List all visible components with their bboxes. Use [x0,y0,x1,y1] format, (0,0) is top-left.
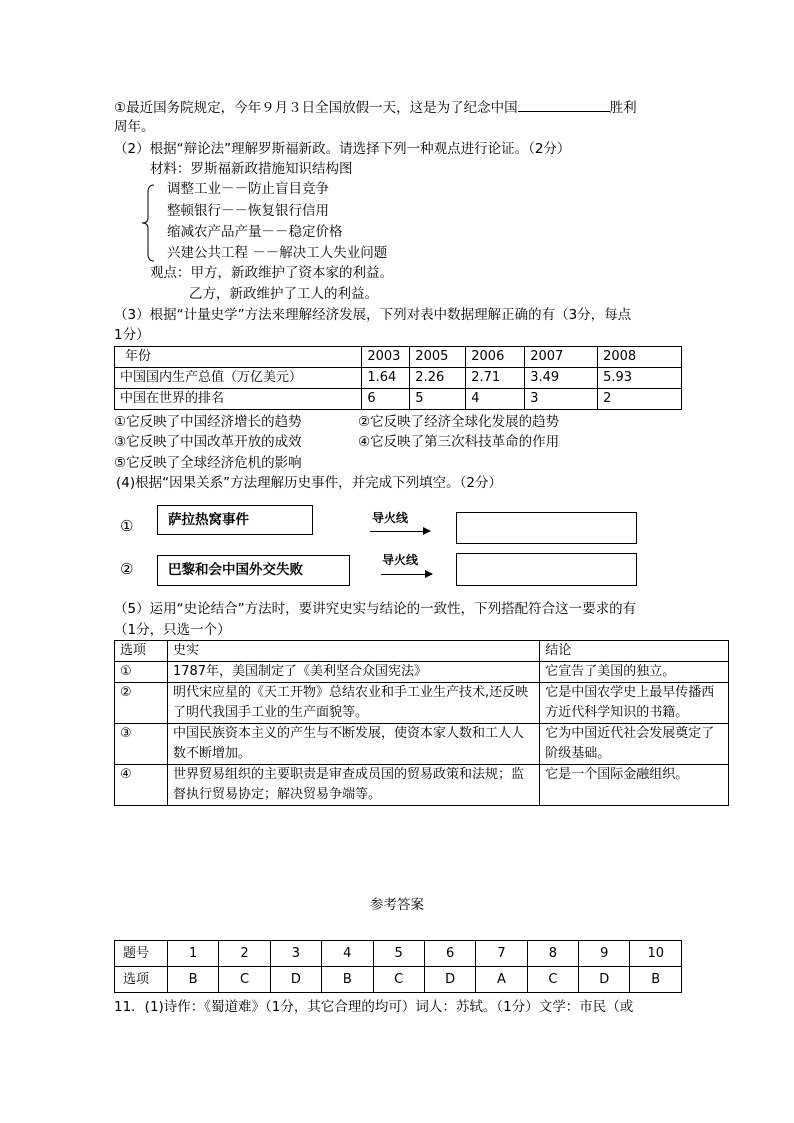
table-cell: A [476,967,527,993]
q1-line1 [114,97,637,118]
table-header: 2006 [466,347,525,368]
table-header: 结论 [540,641,729,662]
history-table [114,640,729,806]
table-cell: ② [115,683,168,724]
table-row [115,662,729,683]
view-a: 观点：甲方，新政维护了资本家的利益。 [150,265,393,281]
table-row [115,941,682,967]
table-cell: 2.26 [410,368,466,389]
measure-3: 缩减农产品产量－－稳定价格 [167,224,343,240]
arrow-icon [381,574,432,575]
table-cell: 1.64 [362,368,410,389]
answer-table [114,940,682,993]
q1-line2: 周年。 [114,119,155,135]
q1-text: ①最近国务院规定，今年９月３日全国放假一天，这是为了纪念中国 [114,100,518,116]
answer-blank [518,97,610,112]
table-cell: C [219,967,270,993]
table-header: 选项 [115,641,168,662]
table-header: 选项 [115,967,168,993]
q3-option-4: ④它反映了第三次科技革命的作用 [358,434,560,450]
table-header: 2007 [525,347,598,368]
table-cell: 它宣告了美国的独立。 [540,662,729,683]
table-header: 2008 [598,347,682,368]
table-cell: B [167,967,218,993]
table-cell: 2 [598,389,682,410]
table-cell: 6 [362,389,410,410]
table-cell: D [424,967,475,993]
table-row [115,347,682,368]
view-b: 乙方，新政维护了工人的利益。 [189,286,378,302]
q1-text-after: 胜利 [609,100,637,116]
table-cell: 9 [579,941,630,967]
table-cell: D [270,967,321,993]
q3-option-2: ②它反映了经济全球化发展的趋势 [358,414,560,430]
table-cell: 中国在世界的排名 [115,389,362,410]
q5-prompt: （5）运用“史论结合”方法时，要讲究史实与结论的一致性，下列搭配符合这一要求的有 [114,601,637,617]
measure-4: 兴建公共工程 －－解决工人失业问题 [167,245,388,261]
answer-box-2[interactable] [456,553,637,586]
table-cell: 世界贸易组织的主要职责是审查成员国的贸易政策和法规；监督执行贸易协定；解决贸易争端等。 [167,765,539,806]
table-cell: 10 [630,941,682,967]
table-cell: 5.93 [598,368,682,389]
table-cell: 4 [466,389,525,410]
table-cell: D [579,967,630,993]
answer-box-1[interactable] [456,512,637,544]
measure-1: 调整工业－－防止盲目竞争 [167,181,329,197]
table-cell: B [630,967,682,993]
q4-item-1-number: ① [120,517,134,535]
table-row [115,641,729,662]
q4-prompt: (4)根据“因果关系”方法理解历史事件，并完成下列填空。（2分） [116,475,502,491]
table-cell: 3.49 [525,368,598,389]
table-cell: ④ [115,765,168,806]
table-cell: 5 [410,389,466,410]
answer-11: 11．(1)诗作：《蜀道难》（1分，其它合理的均可）词人：苏轼。（1分）文学：市民（或 [114,999,634,1015]
table-cell: 中国民族资本主义的产生与不断发展，使资本家人数和工人人数不断增加。 [167,724,539,765]
table-row [115,967,682,993]
cause-box-1: 萨拉热窝事件 [157,505,313,535]
table-cell: 它是中国农学史上最早传播西方近代科学知识的书籍。 [540,683,729,724]
table-cell: 5 [373,941,424,967]
arrow-label-1: 导火线 [372,511,409,525]
answers-title: 参考答案 [370,897,424,913]
q2-prompt: （2）根据“辩论法”理解罗斯福新政。请选择下列一种观点进行论证。（2分） [114,141,571,157]
q3-prompt: （3）根据“计量史学”方法来理解经济发展，下列对表中数据理解正确的有（3分，每点 [114,307,632,323]
table-header: 2005 [410,347,466,368]
table-header: 年份 [115,347,362,368]
table-row [115,765,729,806]
table-header: 题号 [115,941,168,967]
table-cell: 3 [270,941,321,967]
q2-material: 材料：罗斯福新政措施知识结构图 [150,161,353,177]
table-cell: 2.71 [466,368,525,389]
arrow-icon [370,531,430,532]
q3-option-1: ①它反映了中国经济增长的趋势 [114,414,302,430]
gdp-table [114,346,682,410]
table-cell: 2 [219,941,270,967]
q5-prompt-cont: （1分，只选一个） [114,622,231,638]
q3-prompt-cont: 1分） [114,327,150,343]
table-cell: C [373,967,424,993]
brace-icon [140,182,160,264]
table-cell: 3 [525,389,598,410]
q3-option-3: ③它反映了中国改革开放的成效 [114,434,302,450]
cause-box-2: 巴黎和会中国外交失败 [157,555,350,586]
table-cell: 8 [527,941,578,967]
table-cell: 它为中国近代社会发展奠定了阶级基础。 [540,724,729,765]
table-cell: 1 [167,941,218,967]
table-header: 2003 [362,347,410,368]
arrow-label-2: 导火线 [382,553,419,567]
table-cell: 1787年，美国制定了《美利坚合众国宪法》 [167,662,539,683]
table-cell: 明代宋应星的《天工开物》总结农业和手工业生产技术,还反映了明代我国手工业的生产面貌等。 [167,683,539,724]
q4-item-2-number: ② [120,560,134,578]
table-cell: B [322,967,373,993]
table-cell: 它是一个国际金融组织。 [540,765,729,806]
table-row [115,389,682,410]
table-row [115,683,729,724]
measure-2: 整顿银行－－恢复银行信用 [167,203,329,219]
table-cell: 7 [476,941,527,967]
table-cell: ① [115,662,168,683]
q3-option-5: ⑤它反映了全球经济危机的影响 [114,455,302,471]
table-cell: ③ [115,724,168,765]
table-cell: 中国国内生产总值（万亿美元） [115,368,362,389]
table-row [115,724,729,765]
table-header: 史实 [167,641,539,662]
table-cell: C [527,967,578,993]
table-cell: 4 [322,941,373,967]
table-row [115,368,682,389]
table-cell: 6 [424,941,475,967]
